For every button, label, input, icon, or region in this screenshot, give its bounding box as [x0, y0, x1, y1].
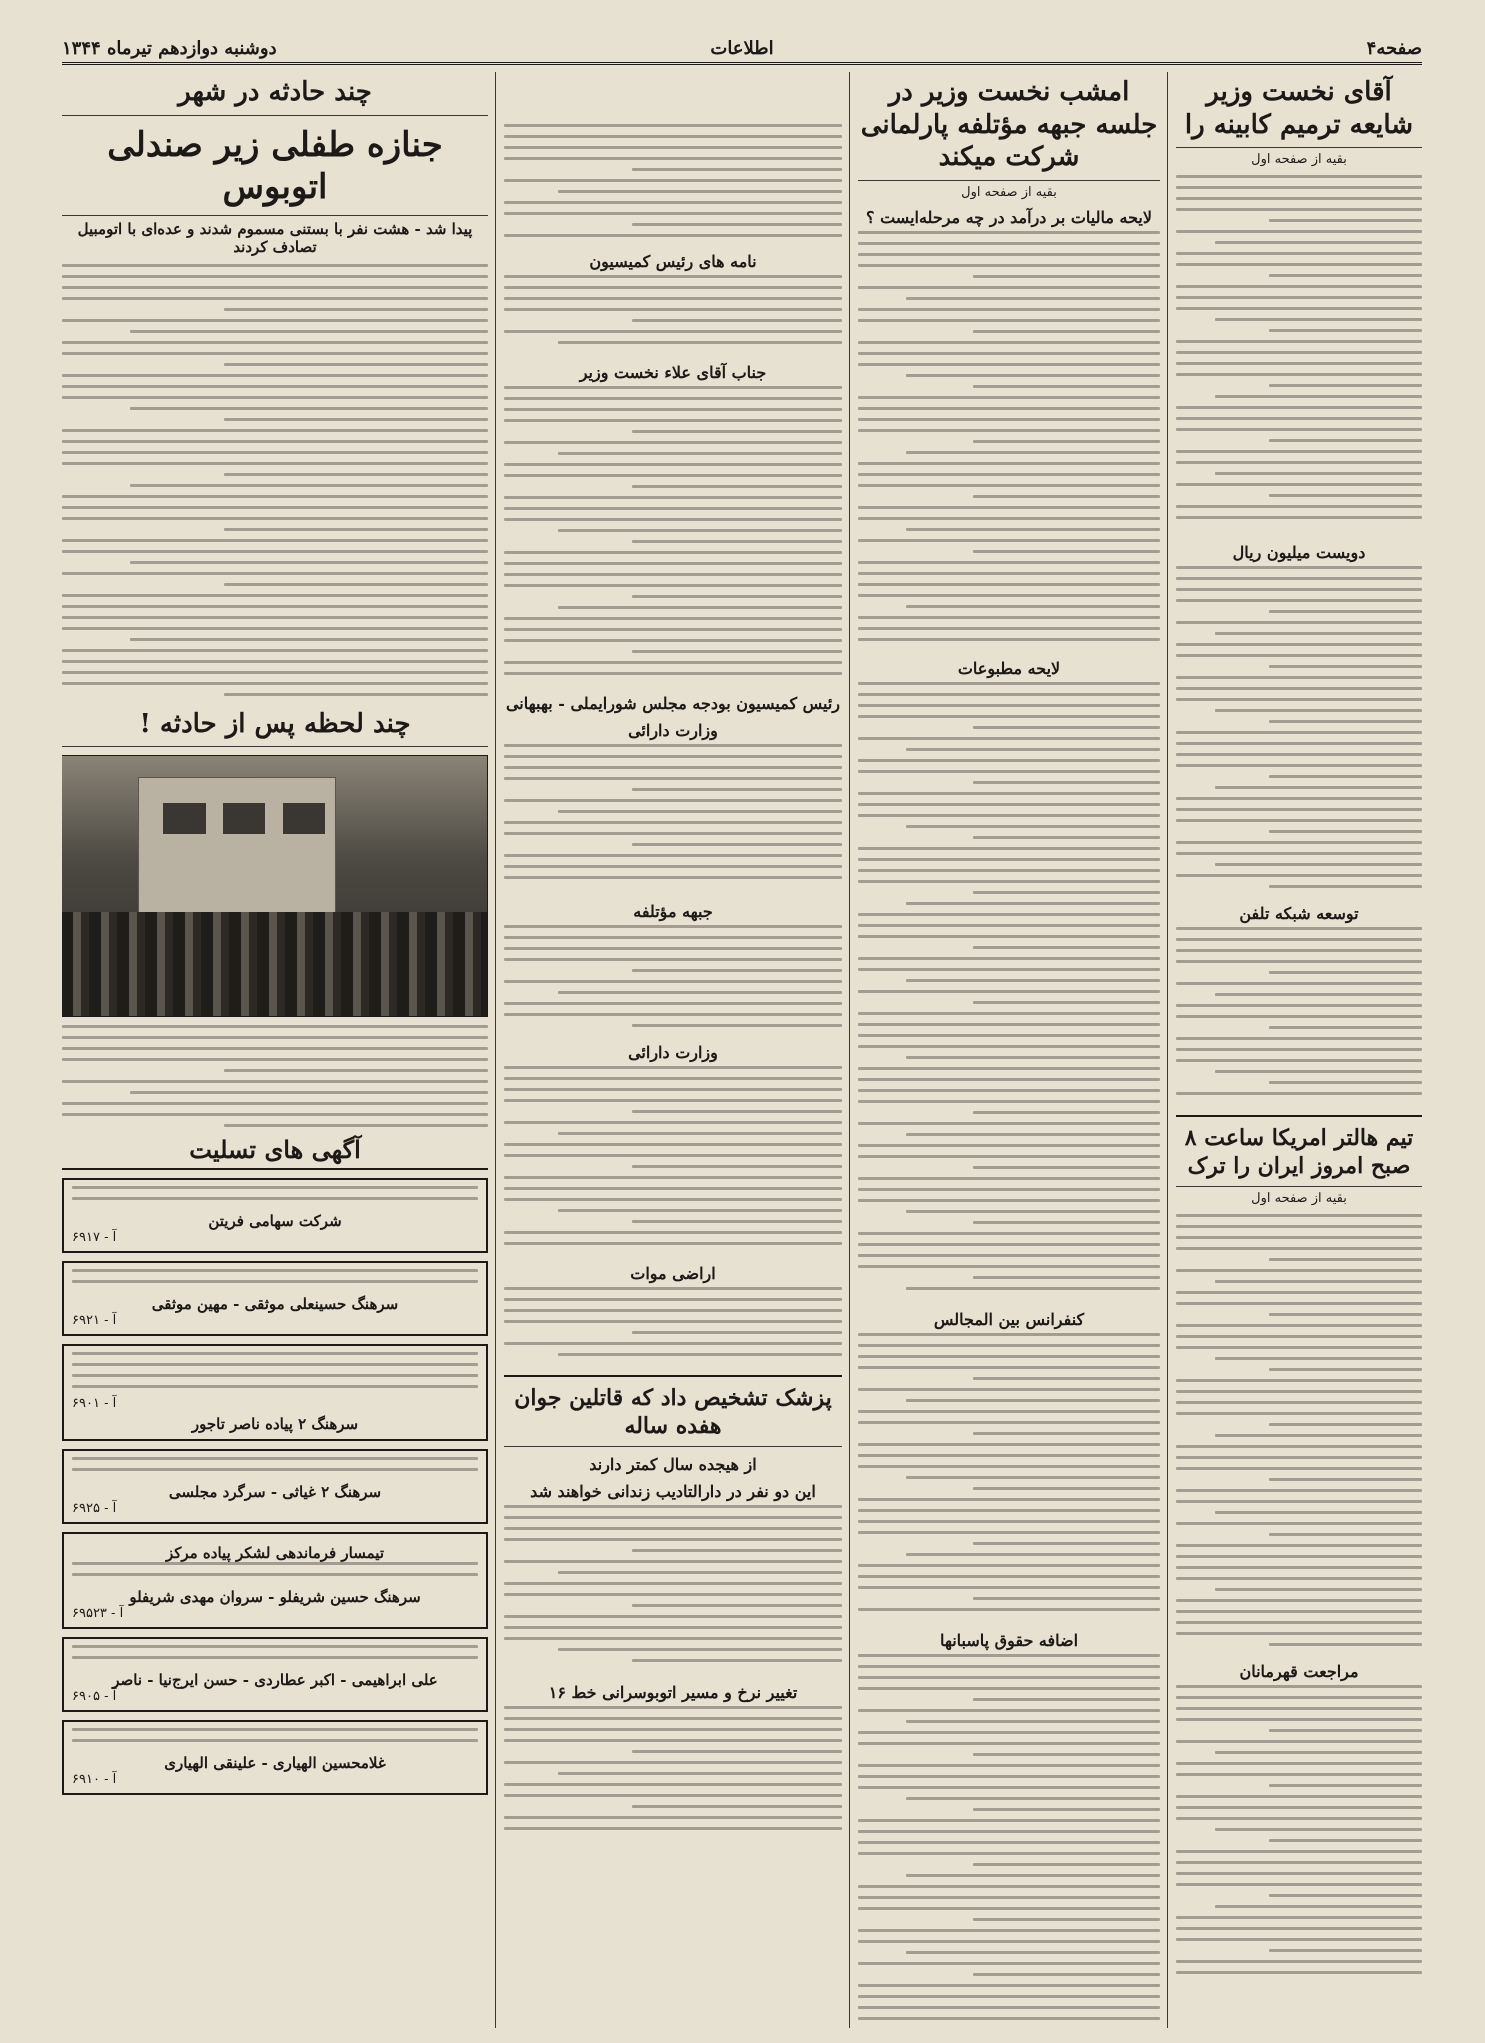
ad-code: آ - ۶۹۰۱	[72, 1396, 117, 1411]
court-subhead: از هیجده سال کمتر دارند	[589, 1455, 757, 1474]
column-rule	[1167, 72, 1168, 2028]
article-body	[1176, 927, 1422, 1107]
section-heading: رئیس کمیسیون بودجه مجلس شورایملی - بهبهانی	[505, 694, 841, 713]
column-2	[858, 72, 1160, 2028]
ad-text	[72, 1269, 478, 1291]
page-number: صفحه۴	[1366, 38, 1422, 59]
condolence-ad	[62, 1261, 488, 1336]
section-heading: جناب آقای علاء نخست وزیر	[579, 363, 767, 382]
continued-note: بقیه از صفحه اول	[961, 184, 1057, 200]
article-body	[1176, 1685, 1422, 1985]
article-body	[62, 264, 488, 704]
article-body	[858, 682, 1160, 1302]
article-body	[504, 744, 842, 894]
parliament-headline: امشب نخست وزیر در جلسه جبهه مؤتلفه پارلمانی شرکت میکند	[858, 76, 1160, 181]
section-heading: اضافه حقوق پاسبانها	[939, 1630, 1079, 1650]
ad-code: آ - ۶۹۰۵	[72, 1689, 117, 1704]
condolence-ad	[62, 1344, 488, 1441]
continued-note: بقیه از صفحه اول	[1251, 1191, 1347, 1206]
section-heading: لایحه مالیات بر درآمد در چه مرحله‌ایست ؟	[866, 207, 1152, 227]
ad-code: آ - ۶۹۵۲۳	[72, 1606, 124, 1621]
ad-signature: علی ابراهیمی - اکبر عطاردی - حسن ایرج‌نیا - ناصر	[112, 1671, 438, 1689]
bus-headline: تغییر نرخ و مسیر اتوبوسرانی خط ۱۶	[548, 1683, 798, 1702]
condolence-ad	[62, 1637, 488, 1712]
ad-text	[72, 1728, 478, 1750]
ad-signature: سرهنگ حسین شریفلو - سروان مهدی شریفلو	[129, 1588, 421, 1606]
newspaper-page	[62, 18, 1422, 2028]
article-body	[858, 1333, 1160, 1623]
section-heading: نامه های رئیس کمیسیون	[589, 252, 757, 271]
ad-signature: شرکت سهامی فریتن	[208, 1212, 342, 1230]
ad-title: تیمسار فرماندهی لشکر پیاده مرکز	[165, 1544, 385, 1562]
ad-text	[72, 1562, 478, 1584]
ad-code: آ - ۶۹۲۱	[72, 1313, 117, 1328]
window-shape	[223, 803, 266, 834]
article-body	[504, 1066, 842, 1256]
article-body	[504, 1287, 842, 1367]
ad-signature: سرهنگ ۲ غیاثی - سرگرد مجلسی	[168, 1483, 382, 1501]
story-divider	[504, 1375, 842, 1377]
article-body	[504, 1706, 842, 1846]
section-heading: جبهه مؤتلفه	[633, 902, 713, 921]
section-heading: وزارت دارائی	[628, 721, 718, 740]
article-body	[504, 275, 842, 355]
column-rule	[495, 72, 496, 2028]
bus-child-kicker: پیدا شد - هشت نفر با بستنی مسموم شدند و عده‌ای با اتومبیل تصادف کردند	[77, 219, 473, 256]
crowd-shape	[62, 912, 487, 1016]
photo-title: چند لحظه پس از حادثه !	[62, 708, 488, 748]
column-3	[504, 72, 842, 2028]
condolence-ad	[62, 1720, 488, 1795]
article-body	[1176, 1214, 1422, 1654]
section-heading: مراجعت قهرمانان	[1239, 1662, 1359, 1681]
ad-text	[72, 1457, 478, 1479]
article-body	[1176, 175, 1422, 535]
section-heading: اراضی موات	[630, 1264, 716, 1283]
accident-photo	[62, 755, 488, 1017]
masthead	[62, 18, 1422, 65]
section-heading: لایحه مطبوعات	[957, 658, 1061, 678]
article-body	[858, 231, 1160, 651]
condolence-ad	[62, 1178, 488, 1253]
bus-child-headline: جنازه طفلی زیر صندلی اتوبوس	[62, 124, 488, 216]
column-rule	[849, 72, 850, 2028]
ad-text	[72, 1352, 478, 1396]
article-body	[504, 386, 842, 686]
cabinet-headline: آقای نخست وزیر شایعه ترمیم کابینه را	[1176, 76, 1422, 148]
article-body	[1176, 566, 1422, 896]
ad-text	[72, 1645, 478, 1667]
court-subhead-2: این دو نفر در دارالتادیب زندانی خواهند شد	[530, 1482, 816, 1501]
window-shape	[163, 803, 206, 834]
ad-signature: سرهنگ حسینعلی موثقی - مهین موثقی	[151, 1295, 399, 1313]
issue-date: دوشنبه دوازدهم تیرماه ۱۳۴۴	[62, 38, 277, 59]
ad-code: آ - ۶۹۱۷	[72, 1230, 117, 1245]
condolence-ads-title: آگهی های تسلیت	[62, 1135, 488, 1170]
column-1	[1176, 72, 1422, 2028]
section-heading: وزارت دارائی	[628, 1043, 718, 1062]
ad-code: آ - ۶۹۲۵	[72, 1501, 117, 1516]
ad-code: آ - ۶۹۱۰	[72, 1772, 117, 1787]
photo-caption	[62, 1025, 488, 1135]
section-heading: توسعه شبکه تلفن	[1239, 904, 1359, 923]
section-title: چند حادثه در شهر	[62, 76, 488, 116]
paper-name: اطلاعات	[710, 38, 774, 59]
continued-note: بقیه از صفحه اول	[1251, 152, 1347, 167]
building-shape	[138, 777, 336, 930]
section-heading: کنفرانس بین المجالس	[933, 1309, 1085, 1329]
condolence-ad	[62, 1532, 488, 1629]
article-body	[504, 124, 842, 244]
ad-signature: غلامحسین الهیاری - علینقی الهیاری	[164, 1754, 386, 1772]
window-shape	[283, 803, 326, 834]
ad-signature: سرهنگ ۲ پیاده ناصر تاجور	[191, 1415, 359, 1433]
column-4	[62, 72, 488, 2028]
section-heading: دویست میلیون ریال	[1232, 543, 1366, 562]
article-body	[504, 1505, 842, 1675]
court-headline: پزشک تشخیص داد که قاتلین جوان هفده ساله	[504, 1385, 842, 1447]
article-body	[858, 1654, 1160, 2029]
story-divider	[1176, 1115, 1422, 1117]
weightlifting-headline: تیم هالتر امریکا ساعت ۸ صبح امروز ایران را ترک	[1176, 1125, 1422, 1187]
condolence-ad	[62, 1449, 488, 1524]
ad-text	[72, 1186, 478, 1208]
article-body	[504, 925, 842, 1035]
